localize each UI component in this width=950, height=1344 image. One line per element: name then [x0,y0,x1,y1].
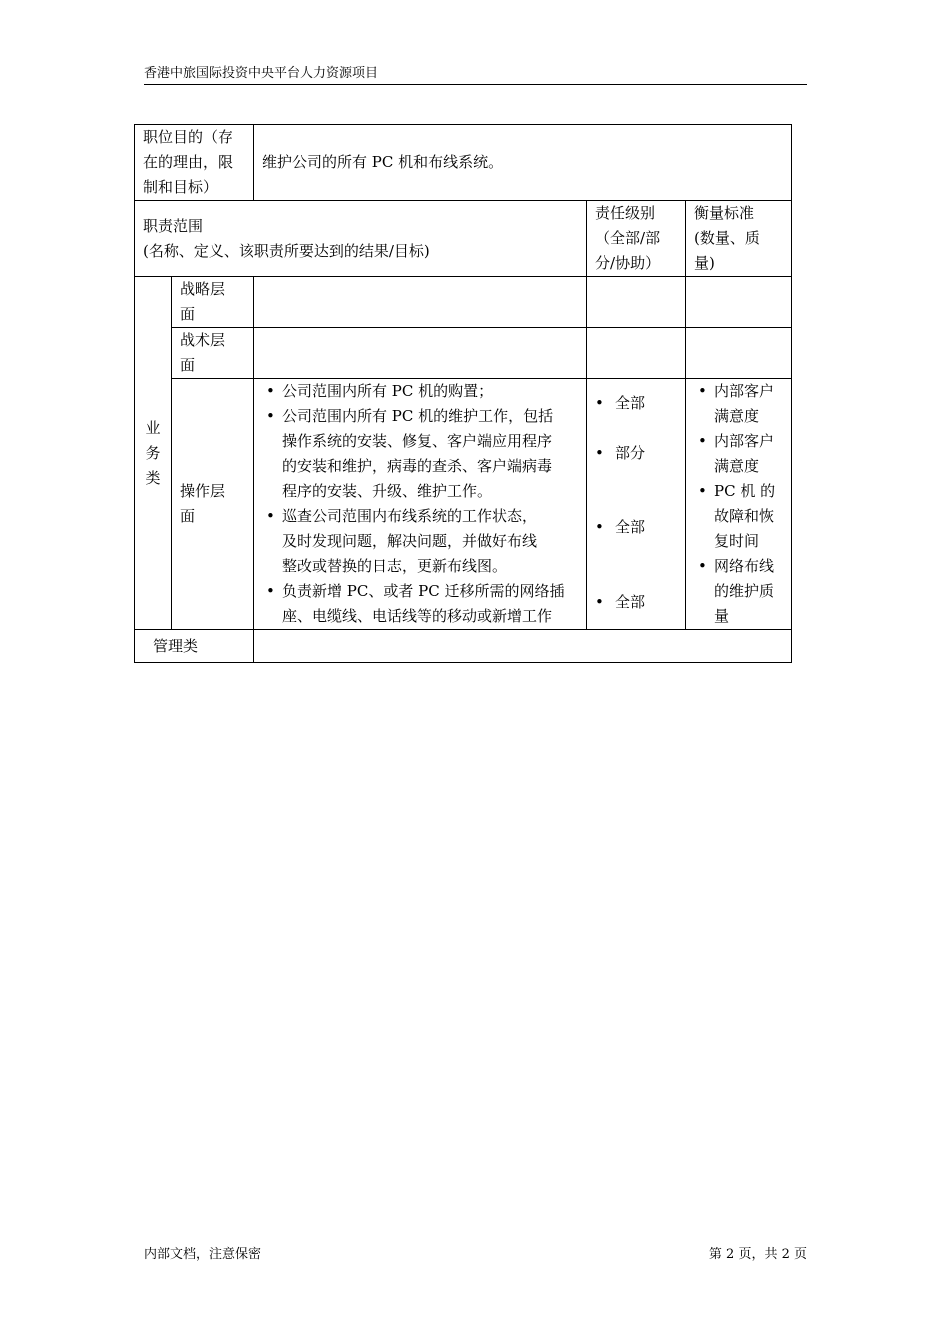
level-item: • 全部 [595,590,645,615]
tactics-level-label: 战术层 面 [172,328,254,379]
purpose-label: 职位目的（存 在的理由，限 制和目标） [135,125,254,201]
tactics-measure [686,328,792,379]
duty-item: • 公司范围内所有 PC 机的购置； [262,379,578,404]
measure-item: • 内部客户 满意度 [694,379,783,429]
measure-header: 衡量标准 (数量、质 量) [686,201,792,277]
operation-duties [254,379,587,630]
footer-confidential-note: 内部文档，注意保密 [144,1247,262,1262]
footer-page-number: 第 2 页，共 2 页 [708,1247,807,1262]
measure-item: • PC 机 的 故障和恢 复时间 [694,479,783,554]
scope-header-row [135,201,792,277]
level-item: • 全部 [595,391,645,416]
strategy-row [135,277,792,328]
duty-item: • 公司范围内所有 PC 机的维护工作，包括 操作系统的安装、修复、客户端应用程序 的安装和维护，病毒的查杀、客户端病毒 程序的安装、升级、维护工作。 [262,404,578,504]
page-header [144,66,807,85]
strategy-level-label: 战略层 面 [172,277,254,328]
header-title: 香港中旅国际投资中央平台人力资源项目 [144,66,379,81]
scope-header: 职责范围 (名称、定义、该职责所要达到的结果/目标) [135,201,587,277]
tactics-duties [254,328,587,379]
responsibility-level-header: 责任级别 （全部/部 分/协助） [587,201,686,277]
purpose-row [135,125,792,201]
strategy-responsibility [587,277,686,328]
measure-item: • 网络布线 的维护质 量 [694,554,783,629]
duty-item: • 巡查公司范围内布线系统的工作状态， 及时发现问题，解决问题，并做好布线 整改或替换的日志，更新布线图。 [262,504,578,579]
duty-item: • 负责新增 PC、或者 PC 迁移所需的网络插 座、电缆线、电话线等的移动或新增工作 [262,579,578,629]
strategy-measure [686,277,792,328]
management-category-label: 管理类 [135,630,254,663]
management-row [135,630,792,663]
purpose-value: 维护公司的所有 PC 机和布线系统。 [254,125,792,201]
business-category-label: 业 务 类 [135,277,172,630]
tactics-row [135,328,792,379]
measure-item: • 内部客户 满意度 [694,429,783,479]
level-item: • 部分 [595,441,645,466]
operation-row [135,379,792,630]
operation-measures [686,379,792,630]
strategy-duties [254,277,587,328]
operation-responsibility [587,379,686,630]
tactics-responsibility [587,328,686,379]
job-description-table [134,124,792,663]
level-item: • 全部 [595,515,645,540]
management-duties [254,630,792,663]
operation-level-label: 操作层 面 [172,379,254,630]
